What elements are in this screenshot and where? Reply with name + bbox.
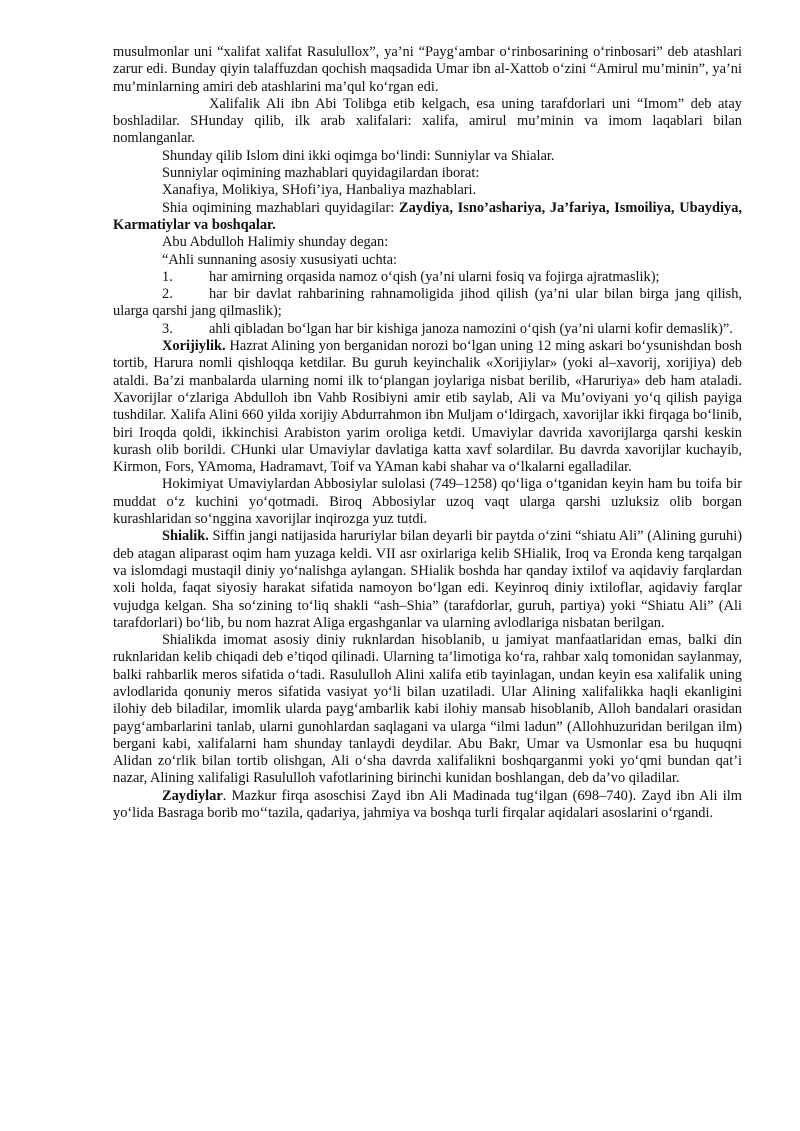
shiism-heading: Shialik. [162, 528, 209, 545]
zaydis-text: . Mazkur firqa asoschisi Zayd ibn Ali Madinada tug‘ilgan (698–740). Zayd ibn Ali ilm yo‘lida Basraga borib mo‘‘tazila, qadariya, jahmiya va boshqa turli firqalar aqidalari asoslarini o‘rgandi. [113, 787, 742, 822]
paragraph-abbasids: Hokimiyat Umaviylardan Abbosiylar sulolasi (749–1258) qo‘liga o‘tganidan keyin ham bu toifa bir muddat o‘z kuchini yo‘qotmadi. Biroq Abbosiylar uzoq vaqt ularga qarshi uzluksiz olib borgan kurashlaridan so‘nggina xavorijlar inqirozga yuz tutdi. [113, 476, 742, 528]
shia-intro-text: Shia oqimining mazhablari quyidagilar: [162, 199, 399, 216]
list-item-number: 1. [162, 268, 173, 285]
paragraph-ahl-sunna: “Ahli sunnaning asosiy xususiyati uchta: [162, 251, 398, 268]
list-item [113, 321, 742, 338]
list-item-number: 2. [162, 286, 173, 303]
list-item [113, 269, 742, 286]
paragraph-imam-title: Xalifalik Ali ibn Abi Tolibga etib kelgach, esa uning tarafdorlari uni “Imom” deb atay boshladilar. SHunday qilib, ilk arab xalifalari: xalifa, amirul mu’minin va imom laqablari bilan nomlanganlar. [113, 95, 742, 147]
paragraph-imamate: Shialikda imomat asosiy diniy ruknlardan hisoblanib, u jamiyat manfaatlaridan emas, balki din ruknlaridan kelib chiqadi deb e’tiqod qilinadi. Ularning ta’limotiga ko‘ra, rahbar xalq tomonidan saylanmay, balki rahbarlik meros sifatida o‘tadi. Rasululloh Alini xalifa etib tayinlagan, undan keyin esa xalifalik uning avlodlarida qonuniy meros sifatida vasiyat yo‘li bilan uzatiladi. Ular Alining xalifalikka haqli ekanligini ilohiy deb biladilar, imomlik ularda payg‘ambarlik kabi ilohiy mansab hisoblanib, Alloh bandalari orasidan payg‘ambarlarini tanlab, ularni gunohlardan saqlagani va ularga “ilmi ladun” (Allohhuzuridan berilgan ilm) bergani kabi, xalifalarni ham shunday tanlaydi deydilar. Abu Bakr, Umar va Usmonlar esa bu huquqni Alidan zo‘rlik bilan tortib olishgan, Ali o‘sha davrda xalifalikni boshqarganmi yoki yo‘qmi bundan qat’i nazar, Alining xalifaligi Rasululloh vafotlarining birinchi kunidan boshlangan, deb da’vo qiladilar. [113, 632, 742, 787]
khawarij-heading: Xorijiylik. [162, 338, 226, 355]
list-item-text: har amirning orqasida namoz o‘qish (ya’ni ularni fosiq va fojirga ajratmaslik); [209, 268, 660, 285]
list-item-text: har bir davlat rahbarining rahnamoligida jihod qilish (ya’ni ular bilan birga jang qilish, ularga qarshi jang qilmaslik); [113, 286, 742, 320]
paragraph-two-currents: Shunday qilib Islom dini ikki oqimga bo‘lindi: Sunniylar va Shialar. [162, 147, 555, 164]
list-item-number: 3. [162, 320, 173, 337]
paragraph-shia-madhhabs [113, 200, 742, 235]
paragraph-caliph-title: musulmonlar uni “xalifat xalifat Rasulullox”, ya’ni “Payg‘ambar o‘rinbosarining o‘rinbosari” deb atashlari zarur edi. Bunday qiyin talaffuzdan qochish maqsadida Umar ibn al-Xattob o‘zini “Amirul mu’minin”, ya’ni mu’minlarning amiri deb atashlarini ma’qul ko‘rgan edi. [113, 44, 742, 95]
shiism-text: Siffin jangi natijasida haruriylar bilan deyarli bir paytda o‘zini “shiatu Ali” (Alining guruhi) deb atagan aliparast oqim ham yuzaga keldi. VII asr oxirlariga kelib SHialik, Iroq va Eronda keng tarqalgan va islomdagi mustaqil diniy yo‘nalishga aylangan. SHialik boshda har qanday ixtilof va aqidaviy farqlardan xoli holda, faqat siyosiy harakat sifatida namoyon bo‘lgan edi. Keyinroq diniy ixtiloflar, aqidaviy farqlar vujudga kelgan. Sha so‘zining to‘liq shakli “ash–Shia” (tarafdorlar, guruh, partiya) yoki “Shiatu Ali” (Ali tarafdorlari) bo‘lib, bu nom hazrat Aliga ergashganlar va ularning avlodlariga nisbatan berilgan. [113, 528, 742, 631]
paragraph-sunni-intro: Sunniylar oqimining mazhablari quyidagilardan iborat: [162, 165, 480, 182]
zaydis-heading: Zaydiylar [162, 787, 223, 804]
list-item-text: ahli qibladan bo‘lgan har bir kishiga janoza namozini o‘qish (ya’ni ularni kofir demaslik)”. [209, 320, 733, 337]
khawarij-text: Hazrat Alining yon berganidan norozi bo‘lgan uning 12 ming askari bo‘ysunishdan bosh tortib, Harura nomli qishloqqa ketdilar. Bu guruh keyinchalik «Xorijiylar» (yoki al–xavorij, xorijiya) deb ataldi. Ba’zi manbalarda ularning nomi ilk to‘plangan joylariga nisbat berilib, «Haruriya» deb ham ataladi. Xavorijlar o‘zlariga Abdulloh ibn Vahb Rosibiyni amir etib saylab, Ali va Mu’oviyani yo‘q qilish payiga tushdilar. Xalifa Alini 660 yilda xorijiy Abdurrahmon ibn Muljam o‘ldirgach, xavorijlar ikki firqaga bo‘linib, biri Iroqda qoldi, ikkinchisi Arabiston yarim oroliga ketdi. Umaviylar davrida xavorijlarga qarshi keskin kurash olib borildi. CHunki ular Umaviylar davlatiga katta xavf solardilar. Bu davrda xavorijlar kuchayib, Kirmon, Fors, YAmoma, Hadramavt, Toif va YAman kabi shahar va o‘lkalarni egalladilar. [113, 338, 742, 476]
paragraph-shiism [113, 528, 742, 632]
paragraph-khawarij [113, 338, 742, 476]
list-item [113, 286, 742, 321]
paragraph-zaydis [113, 788, 742, 823]
shia-madhhab-list: Zaydiya, Isno’ashariya, Ja’fariya, Ismoiliya, Ubaydiya, Karmatiylar va boshqalar. [113, 199, 742, 233]
paragraph-halimiy-quote: Abu Abdulloh Halimiy shunday degan: [162, 234, 389, 251]
paragraph-sunni-madhhabs: Xanafiya, Molikiya, SHofi’iya, Hanbaliya mazhablari. [162, 182, 477, 199]
